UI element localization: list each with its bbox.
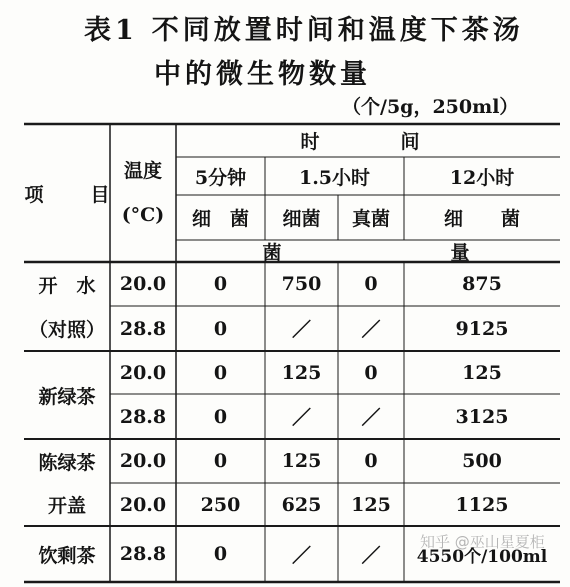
header-5min-bacteria: 细 菌 xyxy=(191,208,249,230)
header-item: 项 目 xyxy=(24,183,124,206)
cell-5min-bacteria: 0 xyxy=(213,273,228,295)
unit-note: （个/5g，250ml） xyxy=(342,96,519,118)
header-1-5h-fungi: 真菌 xyxy=(351,208,390,230)
table-title-text: 不同放置时间和温度下茶汤 xyxy=(151,15,524,46)
cell-1-5h-bacteria: ／ xyxy=(291,407,311,429)
group-label-old-green-tea: 陈绿茶 xyxy=(38,451,96,474)
group-label-new-green-tea: 新绿茶 xyxy=(38,385,96,408)
cell-5min-bacteria: 0 xyxy=(213,361,228,384)
cell-1-5h-bacteria: 625 xyxy=(281,493,322,516)
group-label-boiled-water: 开 水 xyxy=(38,274,96,297)
cell-1-5h-fungi: 0 xyxy=(364,450,378,472)
cell-1-5h-fungi: ／ xyxy=(361,319,381,341)
cell-1-5h-bacteria: 125 xyxy=(281,450,322,472)
cell-1-5h-fungi: 125 xyxy=(351,493,391,516)
cell-12h-bacteria: 500 xyxy=(462,450,502,472)
cell-5min-bacteria: 0 xyxy=(213,405,228,428)
cell-temp: 20.0 xyxy=(119,361,167,384)
header-12h: 12小时 xyxy=(449,166,515,189)
cell-1-5h-bacteria: ／ xyxy=(291,319,311,341)
table-number: 表1 xyxy=(84,15,138,46)
cell-12h-bacteria: 1125 xyxy=(455,493,509,516)
watermark: 知乎 @巫山星夏柜 xyxy=(420,532,545,551)
group-label-lid-open: 开盖 xyxy=(47,495,86,517)
cell-1-5h-fungi: 0 xyxy=(364,273,378,295)
header-time-char1: 时 xyxy=(300,131,320,153)
cell-temp: 20.0 xyxy=(119,273,167,295)
header-1-5h: 1.5小时 xyxy=(298,166,371,189)
header-temperature: 温度 xyxy=(123,159,162,182)
header-count-char2: 量 xyxy=(450,241,470,264)
header-time-char2: 间 xyxy=(400,131,420,153)
cell-1-5h-fungi: ／ xyxy=(361,544,381,567)
cell-temp: 20.0 xyxy=(119,493,167,516)
cell-12h-bacteria: 9125 xyxy=(455,317,509,340)
header-12h-bacteria: 细 菌 xyxy=(443,208,520,230)
cell-1-5h-bacteria: 750 xyxy=(281,273,322,295)
group-label-leftover-tea: 饮剩茶 xyxy=(38,544,96,567)
cell-temp: 28.8 xyxy=(119,317,167,340)
header-5min: 5分钟 xyxy=(194,166,247,189)
cell-1-5h-bacteria: 125 xyxy=(281,361,322,384)
cell-12h-bacteria: 875 xyxy=(462,273,502,295)
cell-5min-bacteria: 0 xyxy=(213,450,228,472)
table-caption-line2: 中的微生物数量 xyxy=(154,59,371,90)
group-label-control: （对照） xyxy=(28,319,105,341)
cell-5min-bacteria: 0 xyxy=(213,543,228,565)
cell-1-5h-fungi: ／ xyxy=(361,407,381,429)
cell-5min-bacteria: 250 xyxy=(200,493,241,516)
cell-1-5h-fungi: 0 xyxy=(364,361,378,384)
cell-5min-bacteria: 0 xyxy=(213,317,228,340)
header-temperature-unit: (°C) xyxy=(121,204,165,226)
header-1-5h-bacteria: 细菌 xyxy=(282,208,321,230)
cell-temp: 28.8 xyxy=(119,543,167,565)
cell-12h-bacteria: 3125 xyxy=(455,405,509,428)
cell-1-5h-bacteria: ／ xyxy=(291,544,311,567)
cell-12h-bacteria: 125 xyxy=(462,361,502,384)
cell-temp: 20.0 xyxy=(119,450,167,472)
header-count-char1: 菌 xyxy=(262,241,282,264)
cell-temp: 28.8 xyxy=(119,405,167,428)
cell-12h-bacteria: 4550个/100ml xyxy=(416,546,548,567)
